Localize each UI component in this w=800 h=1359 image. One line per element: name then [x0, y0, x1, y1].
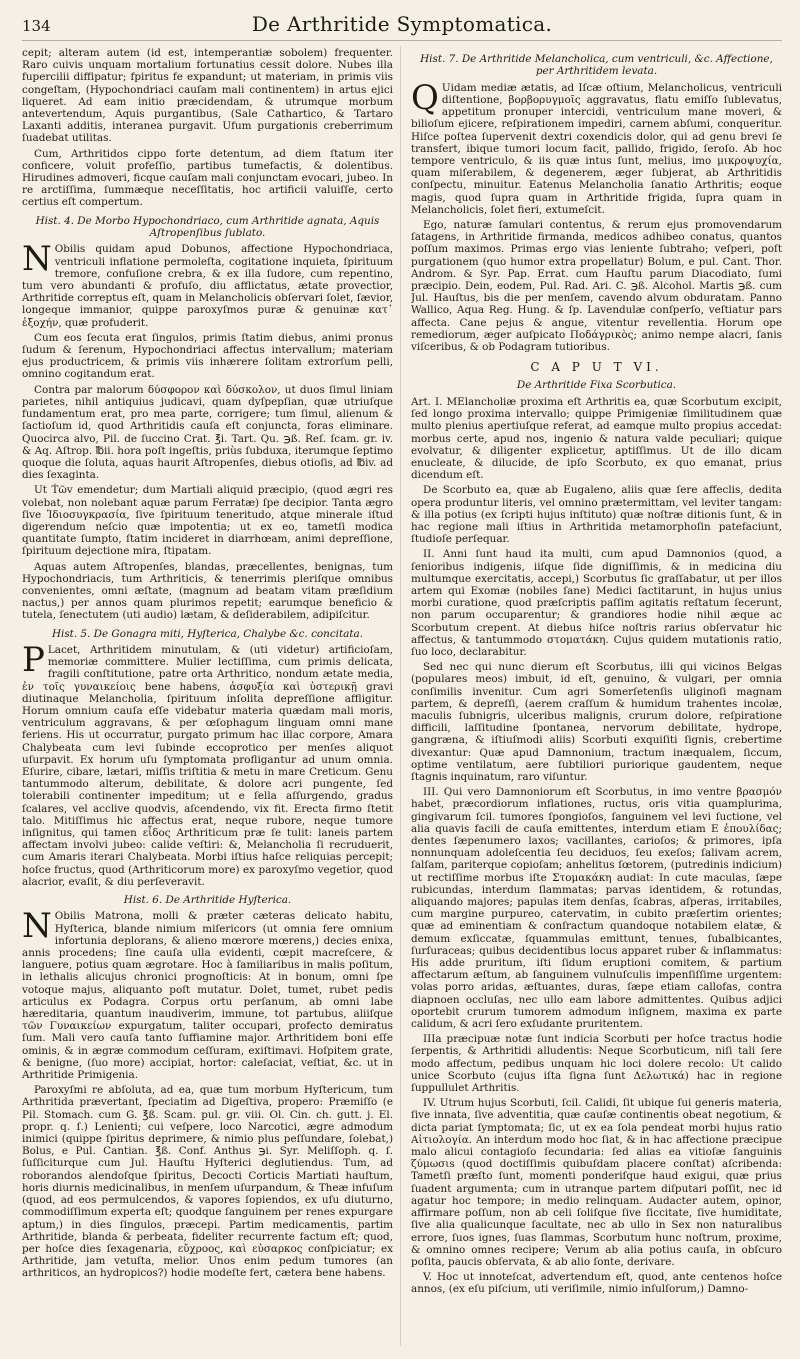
left-column [22, 47, 393, 1347]
paragraph-text: Obilis quidam apud Dobunos, affectione Hypochondriaca, ventriculi inflatione permoleſta, cogitatione inquieta, ſpirituum tremore, confuſione crebra, & ex illa ſudore, cum repentino, tum vero abundanti & profuſo, diu afflictatus, ætate provectior, Arthritide correptus eſt, quam in Melancholicis obſervari ſolet, ſævior, longeque immanior, quippe paroxyſmos puræ & genuinæ κατ᾽ ἐξοχήν, quæ profuderit. [22, 243, 393, 329]
paragraph: II. Anni ſunt haud ita multi, cum apud Damnonios (quod, a ſenioribus indigenis, iiſque ſide digniſſimis, & in medicina diu multumque exercitatis, accepi,) Scorbutus ſic graſſabatur, ut per illos artem qui Exomæ (nobiles ſane) Medici ſactitarunt, in hujus unius morbi curatione, quod præſcriptis paſſim agitatis reſtatum ſecerunt, non parum occuparentur; & grandiores hodie nihil æque ac Scorbutum crepent. At diebus hiſce noſtris rarius obſervatur hic affectus, & tantummodo στοματάκη. Cujus quidem mutationis ratio, ſuo loco, declarabitur. [411, 548, 782, 658]
paragraph: Sed nec qui nunc dierum eſt Scorbutus, illi qui vicinos Belgas (populares meos) imbuit, id eſt, genuino, & vulgari, per omnia conſimilis invenitur. Cum agri Somerſetenſis uliginoſi magnam partem, & depreſſi, (aerem craſſum & humidum trahentes incolæ, maculis ſubnigris, ulceribus malignis, crurum dolore, reſpiratione difficili, laſſitudine ſpontanea, nervorum debilitate, hydrope, gangræna, & iſtiuſmodi aliis) Scorbuti exquiſiti ſignis, crebertime divexantur: Quæ apud Damnonium, tractum inæqualem, ſiccum, optime ventilatum, aere ſubtiliori puriorique gaudentem, neque ſtagnis inquinatum, raro viſuntur. [411, 661, 782, 783]
paragraph: V. Hoc ut innoteſcat, advertendum eſt, quod, ante centenos hoſce annos, (ex eſu piſcium, uti veriſimile, nimio inſulſorum,) Damno- [411, 1271, 782, 1296]
paragraph: Contra par malorum δύσφορον καὶ δύσκολον, ut duos ſimul liniam parietes, nihil antiquius judicavi, quam dyſpepſian, quæ utriuſque fundamentum erat, pro mea parte, corrigere; tum ſimul, alienum & ſactioſum id, quod Arthritidis cauſa eſt conjuncta, foras eliminare. Quocirca alvo, Pil. de ſuccino Crat. ℥i. Tart. Qu. ℈ß. Reſ. ſcam. gr. iv. & Aq. Aſtrop. ℔ii. hora poſt ingeſtis, priùs ſubduxa, iterumque ſeptimo quoque die ſoluta, aquas haurit Aſtropenſes, diebus otioſis, ad ℔iv. ad dies ſexaginta. [22, 383, 393, 482]
paragraph [411, 77, 782, 216]
paragraph-text: Uidam mediæ ætatis, ad Iſcæ oſtium, Melancholicus, ventriculi diſtentione, βορβορυγμοῖς aggravatus, flatu emiſſo ſublevatus, appetitum pronuper intercidi, ventriculum mane moveri, & bilioſum ejicere, reſpirationem impediri, carnem abſumi, conqueritur. Hiſce poſtea ſupervenit dextri coxendicis dolor, qui ad genu brevi ſe transfert, ibique tumori locum facit, pallido, frigido, ſeroſo. Ab hoc tempore ventriculo, & iis quæ intus ſunt, melius, imo μικροψυχία, quam miſerabilem, & degenerem, æger ſubjerat, ab Arthritidis conſpectu, minuitur. Eatenus Melancholia ſanatio Arthritis; eoque magis, quod ſupra quam in Arthritide frigida, ſupra quam in Melancholicis, ſolet fieri, extumeſcit. [411, 81, 782, 216]
paragraph: De Scorbuto ea, quæ ab Eugaleno, aliis quæ ſere affeclis, dedita opera produntur literis, vel omnino prætermittam, vel leviter tangam: & illa potius (ex ſcripti hujus inſtituto) quæ noſtræ ditionis ſunt, & in hac regione mali iſtius in Arthritida metamorphoſin patefaciunt, ſtudioſe perſequar. [411, 484, 782, 546]
paragraph: III. Qui vero Damnoniorum eſt Scorbutus, in imo ventre βρασμόν habet, præcordiorum inflationes, ructus, oris vitia quamplurima, gingivarum ſcil. tumores ſpongioſos, ſanguinem vel levi ſuctione, vel alia quavis facili de cauſa emittentes, interdum etiam E ἐπουλίδας; dentes ſæpenumero laxos; vacillantes, carioſos; & primores, ipſa nonnunquam adoleſcentia ſeu deciduos, ſeu exeſos; ſalivam acrem, ſalſam, pariterque copioſam; anhelitus ſœtorem, (putredinis indicium) ut rectiſſime morbus iſte Στομακάκη audiat: In cute maculas, ſæpe rubicundas, interdum ſlammatas; parvas identidem, & rotundas, aliquando majores; papulas item denſas, ſcabras, aſperas, irritabiles, cum margine purpureo, catervatim, in cubito præſertim orientes; quæ ad eminentiam & conſractum quandoque notabilem elatæ, & demum exſiccatæ, ſquammulas emittunt, tenues, ſubalbicantes, ſurſuraceas; quibus decidentibus locus apparet ruber & inſlammatus: His adde pruritum, iſti ſidum eruptioni comitem, & partium affectarum æſtum, ab ſanguinem vulnuſculis impenſiſſime urgentem: volas porro aridas, æſtuantes, duras, ſæpe etiam callofas, contra diapnoen occluſas, nec ullo eam labore admittentes. Quibus adjici oportebit crurum tumorem admodum inſignem, maxima ex parte calidum, & acri ſero exſudante pruritentem. [411, 786, 782, 1031]
drop-cap: N [22, 239, 52, 280]
text-columns [22, 47, 782, 1347]
paragraph [22, 906, 393, 1082]
paragraph: Cum, Arthritidos cippo forte detentum, ad diem ſtatum iter conficere, voluit profeſſio, partibus tumefactis, & dolentibus. Hirudines admoveri, ficque cauſam mali conjunctam evocari, jubeo. In re arctiſſima, ſummæque neceſſitatis, hoc artificii valuiſſe, certo certius eſt compertum. [22, 147, 393, 209]
history-heading: Hist. 5. De Gonagra miti, Hyſterica, Chalybe &c. concitata. [51, 627, 364, 640]
paragraph: Cum eos ſecuta erat ſingulos, primis ſtatim diebus, animi pronus ſudum & ſerenum, Hypochondriaci affectus intervallum; materiam ejus productricem, & primis viis inhærere ſolitam extrorſum pelli, omnino cogitandum erat. [22, 331, 393, 381]
paragraph: Ego, naturæ ſamulari contentus, & rerum ejus promovendarum ſatagens, in Arthritide firmanda, medicos adhibeo conatus, quantos poſſum maximos. Primas ergo vias leniente ſubtraho; veſperi, poſt purgationem (quo humor extra propellatur) Bolum, e pul. Cant. Thor. Androm. & Syr. Pap. Errat. cum Hauſtu parum Diacodiato, ſumi præcipio. Dein, eodem, Pul. Rad. Ari. C. ℈ß. Alcohol. Martis ℈ß. cum Jul. Hauſtus, bis die per menſem, cavendo alvum obduratam. Panno Wallico, Aqua Reg. Hung. & ſp. Lavendulæ conſperſo, veſtiatur pars affecta. Cane pejus & angue, vitentur revellentia. Horum ope remediorum, æger auſpicato Ποδάγρικὸς; animo nempe alacri, ſanis viſceribus, & ob Podagram tutioribus. [411, 219, 782, 354]
paragraph: cepit; alteram autem (id est, intemperantiæ sobolem) frequenter. Raro cuivis unquam mortalium fortunatius cessit dolore. Nubes illa fupercilii diffipatur; fpiritus fe expandunt; ut materiam, in primis viis congeſtam, (Hypochondriaci cauſam mali continentem) in artus ejici liqueret. Ad eam initio præcidendam, & utrumque morbum antevertendum, Aquis purgantibus, (Sale Cathartico, & Tartaro Laxanti additis, interanea purgavit. Ufum purgationis creberrimum ſuadebat utilitas. [22, 47, 393, 145]
paragraph: Art. I. MElancholiæ proxima eſt Arthritis ea, quæ Scorbutum excipit, ſed longo proxima intervallo; quippe Primigeniæ ſimilitudinem quæ multo plenius apertiuſque referat, ad eamque multo propius accedat: morbus certe, apud nos, ingenio & natura valde peculiari; quique evolvatur, & diligenter explicetur, aptiſſimus. Ut de illo dicam enucleate, & dilucide, de ipſo Scorbuto, ex quo emanat, prius dicendum eſt. [411, 395, 782, 482]
paragraph: Paroxyſmi re abſoluta, ad ea, quæ tum morbum Hyſtericum, tum Arthritida prævertant, ſpeciatim ad Digeſtiva, propero: Præmiſſo (e Pil. Stomach. cum G. ℥ß. Scam. pul. gr. viii. Ol. Cin. ch. gutt. j. El. propr. q. ſ.) Lenienti; cui veſpere, loco Narcotici, ægre admodum inimici (quippe ſpiritus deprimere, & nimio plus peſſundare, ſolebat,) Bolus, e Pul. Cantian. ℥ß. Conf. Anthus ℈i. Syr. Meliſſoph. q. ſ. ſuſſiciturque cum Jul. Hauſtu Hyſterici deglutiendus. Tum, ad roborandos alendoſque ſpiritus, Decocti Corticis Martiati hauſtum, horis diurnis medicinalibus, in menſem uſurpandum, & Theæ infuſum (quod, ad eos permulcendos, & vapores ſopiendos, ex uſu diuturno, commodiſſimum experta eſt; quodque ſanguinem per renes expurgare aptum,) in dies ſingulos, præcepi. Partim medicamentis, partim Arthritide, blanda & perbeata, fideliter recurrente factum eſt; quod, per hoſce dies ſexagenaria, εὔχροος, καὶ εὐσαρκος conſpiciatur; ex Arthritide, jam vetuſta, melior. Unos enim pedum tumores (an arthriticos, an hydropicos?) hodie modeſte fert, cætera bene habens. [22, 1084, 393, 1280]
paragraph [22, 239, 393, 329]
history-heading: Hist. 7. De Arthritide Melancholica, cum ventriculi, &c. Affectione, per Arthritidem levata. [420, 53, 773, 78]
page-number: 134 [22, 17, 51, 35]
chapter-subtitle: De Arthritide Fixa Scorbutica. [516, 379, 677, 392]
paragraph [22, 639, 393, 888]
paragraph: Ut Ṫῶv emendetur; dum Martiali aliquid præcipio, (quod ægri res volebat, non nolebant aquæ parum Ferratæ) ſpe decipior. Tanta ægro ſive Ἰδιοσυγκρασία, ſive ſpirituum teneritudo, atque minerale iſtud digerendum neſcio quæ impotentia; ut ex eo, tametſi modica quantitate ſumpto, ſtatim incideret in diarrhœam, animi depreſſione, ſpirituum dejectione mira, ſtipatam. [22, 484, 393, 558]
right-column [411, 47, 782, 1347]
drop-cap: Q [411, 77, 439, 118]
history-heading: Hist. 4. De Morbo Hypochondriaco, cum Arthritide agnata, Aquis Aſtropenſibus ſublato. [35, 214, 380, 240]
paragraph: IV. Utrum hujus Scorbuti, ſcil. Calidi, ſit ubique ſui generis materia, ſive innata, ſive adventitia, quæ cauſæ continentis obeat negotium, & dicta pariat ſymptomata; ſic, ut ex ea ſola pendeat morbi hujus ratio Αἰτιολογία. An interdum modo hoc ſiat, & in hac affectione præcipue malo alicui contagioſo ſecundaria: ſed alias ea vitioſæ ſanguinis ζύμωσιs (quod doctiſſimis quibuſdam placere conſtat) aſcribenda: Tametſi præſto ſunt, momenti ponderiſque haud exigui, quæ prius ſuadent argumenta; cum in utranque partem diſputari poſſit, nec id agatur hoc tempore; in medio relinquam. Audacter autem, opinor, affirmare poſſum, non ab celi ſoliſque ſive ſiccitate, ſive humiditate, ſive alia qualicunque ſacultate, nec ab ullo in Sex non naturalibus errore, ſuos ignes, ſuas ſlammas, Scorbutum hunc noſtrum, proxime, & omnino omnes recipere; Verum ab alia potius cauſa, in obſcuro poſita, paucis obſervata, & ab alio ſonte, derivare. [411, 1097, 782, 1268]
paragraph-text: Obilis Matrona, molli & præter cæteras delicato habitu, Hyſterica, blande nimium miſericors (ut omnia fere omnium infortunia deplorans, & alieno mœrore mœrens,) decies enixa, annis procedens; ſine cauſa ulla evidenti, cœpit macreſcere, & languere, potius quam ægrotare. Hoc à ſamiliaribus in malis poſitum, in lethalis alicujus chronici prognoſticis: At in bonum, omni ſpe votoque majus, aliquanto poſt mutatur. Dolet, tumet, rubet pedis articulus ex Podagra. Corpus ortu perſanum, ab omni labe hæreditaria, quantum inaudiverim, immune, tot partubus, aliiſque τῶν Γυναικείων expurgatum, taliter occupari, profecto demiratus ſum. Mali vero cauſa tanto ſuffiamine major. Arthritidem boni eſſe ominis, & in ægræ commodum ceſſuram, exiſtimavi. Hoſpitem grate, & benigne, (ſuo more) accipiat, hortor: caleſaciat, veſtiat, &c. ut in Arthritide Primigenia. [22, 910, 393, 1082]
running-title: De Arthritide Symptomatica. [251, 12, 553, 36]
paragraph-text: Lacet, Arthritidem minutulam, & (uti videtur) artificioſam, memoriæ committere. Mulier lectiſſima, cum primis delicata, fragili conſtitutione, patre orta Arthritico, nondum ætate media, ἐν τοῖς γυναικείοις bene habens, ἀσφυξία καὶ ὑστερικῇ gravi diutinaque Melancholia, ſpirituum inſolita depreſſione affligitur. Horum omnium cauſa eſſe videbatur materia quædam mali moris, ventriculum aggravans, & per œſophagum linguam omni mane feriens. His ut occurratur, purgato primum hac illac corpore, Amara Chalybeata cum levi ſubinde eccoprotico per menſes aliquot uſurpavit. Ex horum uſu ſymptomata profligantur ad unum omnia. Eſurire, cibare, lætari, miſſis triſtitia & metu in mare Creticum. Genu tantummodo alterum, debilitate, & dolore acri pungente, ſed tolerabili continenter impeditum; ut e ſella aſſurgendo, gradus ſcalares, vel acclive quodvis, aſcendendo, vix fit. Erecta firmo ſtetit talo. Mitiſſimus hic affectus erat, neque rubore, neque tumore inſignitus, qui tamen εἶδος Arthriticum præ ſe tulit: laneis partem affectam involvi jubeo: calide veſtiri: &, Melancholia ſi recruduerit, cum Amaris iterari Chalybeata. Morbi iſtius haſce reliquias percepit; hoſce fructus, quod (Arthriticorum more) ex paroxyſmo vegetior, quod alacrior, evaſit, & diu perſeveravit. [22, 643, 393, 888]
chapter-heading: C A P U T VI. [530, 360, 663, 375]
column-divider [400, 46, 401, 1346]
drop-cap: N [22, 906, 52, 947]
drop-cap: P [22, 639, 45, 680]
paragraph: Aquas autem Aſtropenſes, blandas, præcellentes, benignas, tum Hypochondriacis, tum Arthriticis, & tenerrimis pleriſque omnibus convenientes, omni æſtate, (magnum ad beatam vitam præſidium nactus,) per annos quam plurimos repetit; earumque beneficio & tutela, ſenectutem (uti audio) lætam, & deſiderabilem, adipiſcitur. [22, 560, 393, 622]
running-head [22, 12, 782, 41]
paragraph: IIIa præcipuæ notæ ſunt indicia Scorbuti per hoſce tractus hodie ſerpentis, & Arthritidi alludentis: Neque Scorbuticum, niſi tali ſere modo affectum, pedibus unquam hic loci dolere recolo: Ut calido unice Scorbuto (cujus iſta ſigna ſunt Δελωτικά) hac in regione ſuppullulet Arthritis. [411, 1033, 782, 1095]
history-heading: Hist. 6. De Arthritide Hyſterica. [123, 894, 292, 907]
